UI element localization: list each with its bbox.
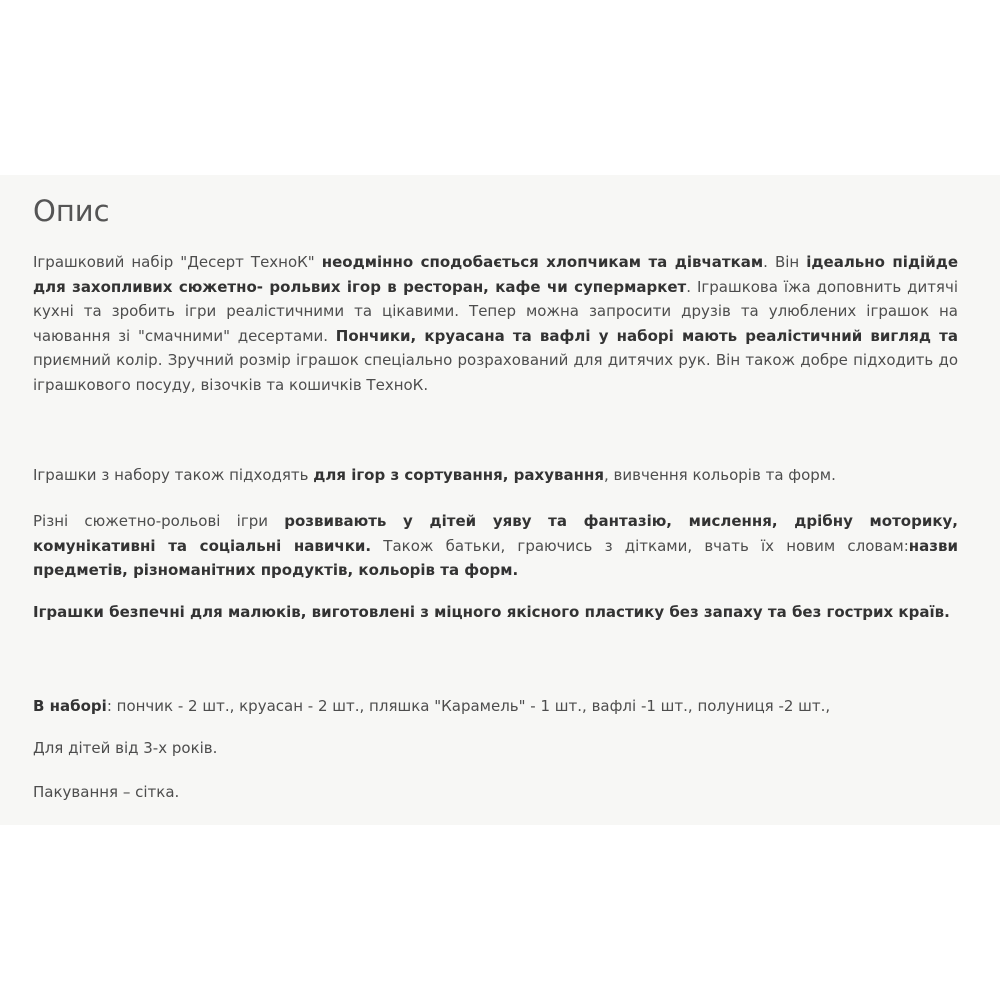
description-paragraph-packaging (33, 780, 958, 805)
contents-label: В наборі (33, 697, 107, 715)
description-paragraph-sorting (33, 463, 958, 488)
description-panel (0, 175, 1000, 825)
intro-bold-text: ідеально підійде для захопливих сюжетно- рольвих ігор в ресторан, кафе чи супермаркет (33, 253, 958, 296)
sorting-text: Іграшки з набору також підходять (33, 466, 314, 484)
description-paragraph-safety (33, 600, 958, 625)
sorting-text: , вивчення кольорів та форм. (603, 466, 836, 484)
description-paragraph-intro (33, 250, 958, 397)
packaging-text: Пакування – сітка. (33, 783, 180, 801)
intro-bold-text: Пончики, круасана та вафлі у наборі мають реалістичний вигляд та (335, 326, 958, 345)
development-bold-text: розвивають у дітей уяву та фантазію, мислення, дрібну моторику, комунікативні та соціальні навички. (33, 512, 958, 555)
description-paragraph-development (33, 509, 958, 583)
intro-text: та цікавими. Тепер можна запросити друзів та улюблених іграшок на чаювання зі "смачними" десертами. (33, 302, 958, 345)
safety-bold-text: Іграшки безпечні для малюків, виготовлені з міцного якісного пластику без запаху та без гострих країв. (33, 603, 950, 621)
description-title: Опис (33, 194, 110, 228)
contents-list: : пончик - 2 шт., круасан - 2 шт., пляшка "Карамель" - 1 шт., вафлі -1 шт., полуниця -2 шт., (106, 697, 831, 715)
age-text: Для дітей від 3-х років. (33, 739, 218, 757)
development-bold-text: назви предметів, різноманітних продуктів, кольорів та форм. (33, 536, 958, 579)
intro-text: приємний колір. Зручний розмір іграшок спеціально розрахований для дитячих рук. Він також добре підходить до іграшкового посуду, візочків та кошичків ТехноК. (33, 351, 958, 394)
intro-text: . Він (763, 253, 807, 271)
sorting-bold-text: для ігор з сортування, рахування (313, 466, 604, 484)
intro-bold-text: неодмінно сподобається хлопчикам та дівчаткам (321, 253, 764, 271)
development-text: Також батьки, граючись з дітками, вчать їх новим словам: (371, 536, 909, 555)
development-text: Різні сюжетно-рольові ігри (33, 512, 285, 530)
description-paragraph-contents (33, 694, 958, 719)
description-paragraph-age (33, 736, 958, 761)
intro-text: Іграшковий набір "Десерт ТехноК" (33, 253, 322, 271)
intro-text: ігри реалістичними (184, 302, 345, 320)
intro-text: . Іграшкова їжа доповнить дитячі кухні та зробить (33, 277, 958, 320)
